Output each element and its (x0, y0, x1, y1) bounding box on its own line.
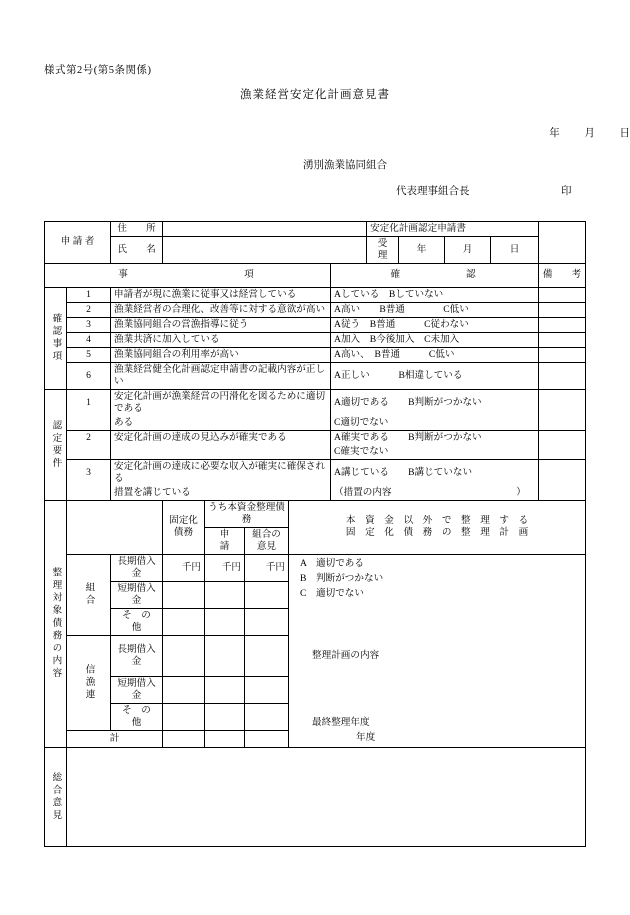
requirement-row-confirm-a[interactable]: A確実である B判断がつかない (331, 430, 539, 444)
document-title: 漁業経営安定化計画意見書 (240, 89, 390, 101)
requirement-row (45, 389, 586, 415)
requirement-row-cont (45, 416, 586, 430)
requirement-row (45, 430, 586, 444)
receipt-month: 月 (445, 236, 491, 263)
requirement-row-matter-cont: 措置を講じている (111, 486, 331, 500)
debt-row-opinion[interactable] (245, 635, 289, 676)
debt-row-fixed[interactable] (163, 581, 205, 608)
requirement-row-confirm-a[interactable]: A講じている B講じていない (331, 459, 539, 485)
confirm-row-matter: 漁業経営健全化計画認定申請書の記載内容が正しい (111, 362, 331, 389)
confirm-row-no: 2 (67, 302, 111, 317)
application-box-title: 安定化計画認定申請書 (367, 222, 539, 237)
confirm-row-confirm[interactable]: A正しい B相違している (331, 362, 539, 389)
debt-row-apply[interactable] (205, 635, 245, 676)
organization-name: 湧別漁業協同組合 (303, 160, 387, 171)
confirm-row-confirm[interactable]: Aしている Bしていない (331, 287, 539, 302)
debt-corner-cell (67, 500, 163, 554)
debt-row-apply[interactable]: 千円 (205, 554, 245, 581)
debt-row (45, 554, 586, 581)
confirm-row (45, 347, 586, 362)
form-number: 様式第2号(第5条関係) (44, 65, 152, 76)
header-remarks: 備 考 (539, 263, 586, 287)
receipt-year: 年 (399, 236, 445, 263)
receipt-label: 受 理 (367, 236, 399, 263)
debt-row-fixed[interactable] (163, 676, 205, 703)
plan-option-c[interactable]: C 適切でない (300, 588, 364, 600)
requirement-section-label: 認定要件 (45, 389, 67, 500)
table-header-row (45, 263, 586, 287)
requirement-row (45, 459, 586, 485)
debt-row-opinion[interactable] (245, 676, 289, 703)
debt-group-kumiai: 組合 (67, 554, 111, 635)
debt-row-opinion[interactable] (245, 608, 289, 635)
debt-col-fixed: 固定化債務 (163, 500, 205, 554)
debt-row-label: 短期借入金 (111, 581, 163, 608)
requirement-row-remark[interactable] (539, 389, 586, 430)
requirement-row-no: 3 (67, 459, 111, 485)
debt-total-fixed[interactable] (163, 730, 205, 747)
plan-content-label: 整理計画の内容 (312, 649, 380, 661)
final-year-label: 最終整理年度 (312, 717, 370, 729)
date-day: 日 (619, 128, 630, 139)
requirement-row-matter: 安定化計画の達成に必要な収入が確実に確保される (111, 459, 331, 485)
confirm-row-remark[interactable] (539, 332, 586, 347)
debt-row-fixed[interactable] (163, 608, 205, 635)
header-confirm: 確 認 (331, 263, 539, 287)
debt-col-apply: 申 請 (205, 527, 245, 554)
representative-title: 代表理事組合長 (396, 186, 470, 197)
plan-content-value[interactable] (300, 663, 582, 715)
debt-row-fixed[interactable] (163, 635, 205, 676)
confirm-row-confirm[interactable]: A加入 B今後加入 C未加入 (331, 332, 539, 347)
plan-option-b[interactable]: B 判断がつかない (300, 573, 384, 584)
applicant-address-row (45, 222, 586, 237)
date-line (0, 125, 630, 140)
debt-header-row (45, 500, 586, 527)
header-matter: 事 項 (45, 263, 331, 287)
debt-row-label: 短期借入金 (111, 676, 163, 703)
requirement-row-no: 1 (67, 389, 111, 415)
confirm-row-no: 4 (67, 332, 111, 347)
overall-opinion-label: 総合意見 (45, 747, 67, 846)
applicant-name-row (45, 236, 586, 263)
confirm-row-remark[interactable] (539, 302, 586, 317)
address-value[interactable] (163, 222, 367, 237)
debt-total-opinion[interactable] (245, 730, 289, 747)
requirement-row-no: 2 (67, 430, 111, 444)
address-label: 住 所 (111, 222, 163, 237)
requirement-row-remark[interactable] (539, 430, 586, 459)
application-box-value[interactable] (539, 222, 586, 264)
debt-row-opinion[interactable] (245, 703, 289, 730)
applicant-label: 申 請 者 (45, 222, 111, 264)
requirement-row-confirm-b[interactable]: C適切でない (331, 416, 539, 430)
confirm-row-remark[interactable] (539, 287, 586, 302)
confirm-row-confirm[interactable]: A従う B普通 C従わない (331, 317, 539, 332)
date-year: 年 (549, 128, 560, 139)
requirement-row-remark[interactable] (539, 459, 586, 500)
plan-option-a[interactable]: A 適切である (300, 557, 364, 569)
requirement-row-cont (45, 486, 586, 500)
debt-row-label: そ の 他 (111, 703, 163, 730)
confirm-section-label: 確認事項 (45, 287, 67, 389)
debt-total-label: 計 (67, 730, 163, 747)
date-month: 月 (584, 128, 595, 139)
final-year-unit: 年度 (356, 732, 376, 744)
debt-row-label: そ の 他 (111, 608, 163, 635)
debt-row-apply[interactable] (205, 608, 245, 635)
requirement-row-confirm-b[interactable]: C確実でない (331, 445, 539, 459)
confirm-row-remark[interactable] (539, 362, 586, 389)
confirm-row-matter: 申請者が現に漁業に従事又は経営している (111, 287, 331, 302)
debt-row-apply[interactable] (205, 581, 245, 608)
debt-row-label: 長期借入金 (111, 554, 163, 581)
confirm-row-matter: 漁業共済に加入している (111, 332, 331, 347)
confirm-row (45, 287, 586, 302)
confirm-row-confirm[interactable]: A高い、 B普通 C低い (331, 347, 539, 362)
receipt-day: 日 (491, 236, 539, 263)
confirm-row-no: 1 (67, 287, 111, 302)
confirm-row (45, 332, 586, 347)
debt-row-opinion[interactable] (245, 581, 289, 608)
debt-section-label: 整理対象債務の内容 (45, 500, 67, 747)
debt-col-opinion: 組合の意見 (245, 527, 289, 554)
confirm-row-matter: 漁業協同組合の営漁指導に従う (111, 317, 331, 332)
name-label: 氏 名 (111, 236, 163, 263)
confirm-row-matter: 漁業経営者の合理化、改善等に対する意欲が高い (111, 302, 331, 317)
debt-row-fixed[interactable]: 千円 (163, 554, 205, 581)
confirm-row (45, 317, 586, 332)
debt-total-apply[interactable] (205, 730, 245, 747)
requirement-row-matter-cont: ある (111, 416, 331, 430)
overall-opinion-row (45, 747, 586, 846)
confirm-row-no: 6 (67, 362, 111, 389)
confirm-row-matter: 漁業協同組合の利用率が高い (111, 347, 331, 362)
requirement-row-confirm-b[interactable]: （措置の内容 ） (331, 486, 539, 500)
confirm-row (45, 362, 586, 389)
requirement-row-matter: 安定化計画が漁業経営の円滑化を図るために適切である (111, 389, 331, 415)
requirement-row-cont (45, 445, 586, 459)
confirm-row-confirm[interactable]: A高い B普通 C低い (331, 302, 539, 317)
debt-col-plan-head: 本 資 金 以 外 で 整 理 す る 固 定 化 債 務 の 整 理 計 画 (289, 500, 586, 554)
confirm-row-no: 5 (67, 347, 111, 362)
debt-row-opinion[interactable]: 千円 (245, 554, 289, 581)
confirm-row-remark[interactable] (539, 347, 586, 362)
debt-col-group-head: うち本資金整理債務 (205, 500, 289, 527)
overall-opinion-value[interactable] (67, 747, 586, 846)
debt-plan-cell[interactable] (289, 554, 586, 747)
debt-row-apply[interactable] (205, 676, 245, 703)
confirm-row-no: 3 (67, 317, 111, 332)
debt-group-shingyoren: 信漁連 (67, 635, 111, 730)
requirement-row-matter: 安定化計画の達成の見込みが確実である (111, 430, 331, 444)
seal-mark: 印 (561, 186, 572, 197)
debt-row-fixed[interactable] (163, 703, 205, 730)
main-form-table (44, 221, 586, 847)
name-value[interactable] (163, 236, 367, 263)
debt-row-label: 長期借入金 (111, 635, 163, 676)
confirm-row (45, 302, 586, 317)
confirm-row-remark[interactable] (539, 317, 586, 332)
requirement-row-confirm-a[interactable]: A適切である B判断がつかない (331, 389, 539, 415)
debt-row-apply[interactable] (205, 703, 245, 730)
